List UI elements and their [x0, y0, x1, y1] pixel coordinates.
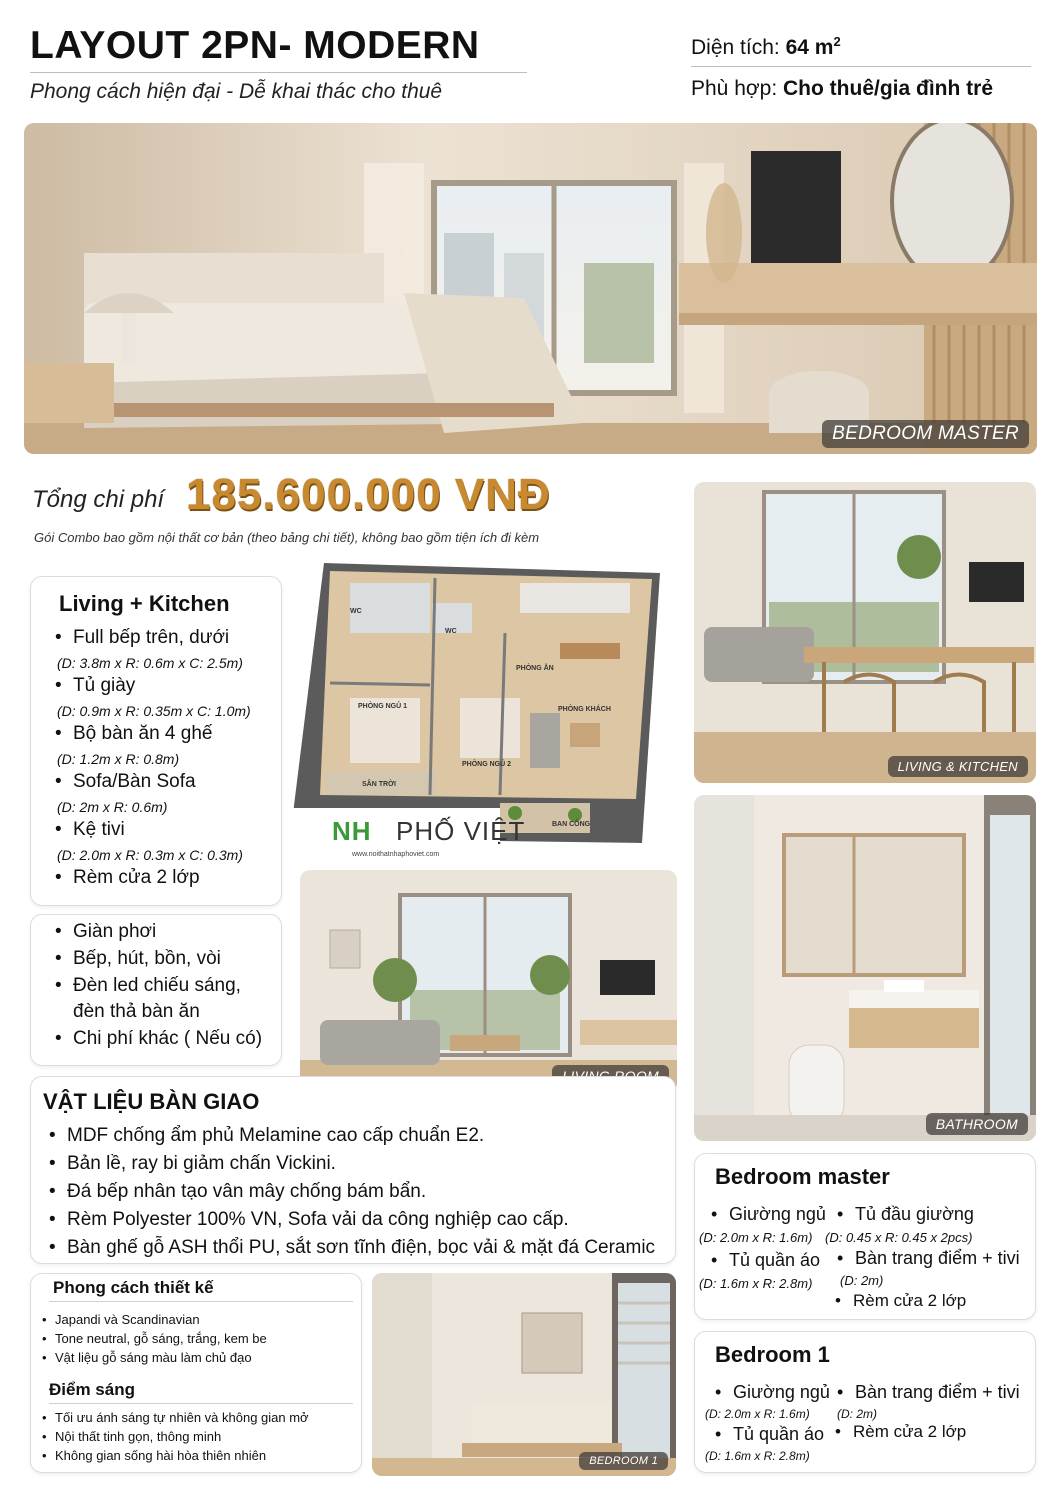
room-label: BAN CÔNG [552, 821, 591, 828]
materials-card [30, 1076, 676, 1264]
living-room-photo [300, 870, 677, 1093]
list-item: • Tối ưu ánh sáng tự nhiên và không gian mở [55, 1410, 309, 1425]
card-title: Living + Kitchen [59, 591, 230, 616]
area-value: 64 m [785, 36, 834, 59]
item-dimension: (D: 0.45 x R: 0.45 x 2pcs) [825, 1230, 973, 1245]
area-unit-sup: 2 [833, 34, 841, 49]
list-item: • Tủ quần áo [729, 1250, 820, 1271]
list-item: • Rèm cửa 2 lớp [73, 867, 200, 889]
fit-label: Phù hợp: [691, 77, 778, 100]
style-title: Phong cách thiết kế [53, 1278, 214, 1297]
list-item: • Bàn trang điểm + tivi [855, 1382, 1020, 1403]
list-item: • Tủ quần áo [733, 1424, 824, 1445]
room-label: WC [445, 628, 457, 635]
list-item: • Kệ tivi [73, 819, 125, 841]
page-title: LAYOUT 2PN- MODERN [30, 24, 480, 67]
room-label: WC [350, 608, 362, 615]
cost-label: Tổng chi phí [32, 486, 165, 513]
list-item: • Giàn phơi [73, 921, 156, 943]
fit-spec [691, 77, 993, 101]
design-style-card [30, 1273, 362, 1473]
area-spec [691, 34, 841, 60]
spec-divider [691, 66, 1031, 67]
room-label: PHÒNG NGỦ 1 [358, 703, 408, 710]
photo-caption: BATHROOM [926, 1113, 1028, 1135]
page-subtitle: Phong cách hiện đại - Dễ khai thác cho thuê [30, 80, 443, 103]
list-item: • Sofa/Bàn Sofa [73, 771, 196, 793]
bedroom-master-photo [24, 123, 1037, 454]
list-item: • Bộ bàn ăn 4 ghế [73, 723, 212, 745]
list-item: • Japandi và Scandinavian [55, 1312, 200, 1327]
highlight-title: Điểm sáng [49, 1380, 135, 1399]
item-dimension: (D: 2.0m x R: 0.3m x C: 0.3m) [57, 847, 243, 863]
list-item: • Tone neutral, gỗ sáng, trắng, kem be [55, 1331, 267, 1346]
fit-value: Cho thuê/gia đình trẻ [783, 77, 994, 100]
room-label: PHÒNG NGỦ 2 [462, 761, 512, 768]
brand-logo-right: PHỐ VIỆT [396, 816, 526, 846]
list-item: • Tủ giày [73, 675, 135, 697]
list-item: • Bàn ghế gỗ ASH thổi PU, sắt sơn tĩnh điện, bọc vải & mặt đá Ceramic [67, 1237, 655, 1259]
photo-caption: BEDROOM 1 [579, 1452, 668, 1470]
room-label: SÂN TRỜI [362, 781, 396, 788]
bedroom1-card [694, 1331, 1036, 1473]
list-item: • Bếp, hút, bồn, vòi [73, 948, 221, 970]
cost-value: 185.600.000 VNĐ [186, 470, 551, 519]
list-item: • Chi phí khác ( Nếu có) [73, 1028, 262, 1050]
highlight-divider [49, 1403, 353, 1404]
brand-logo-left: NH [332, 816, 372, 846]
item-dimension: (D: 1.6m x R: 2.8m) [705, 1449, 810, 1463]
bathroom-photo [694, 795, 1036, 1141]
card-title: VẬT LIỆU BÀN GIAO [43, 1089, 260, 1114]
list-item: • Giường ngủ [729, 1204, 826, 1225]
list-item: • Rèm cửa 2 lớp [853, 1291, 966, 1311]
bedroom-master-card [694, 1153, 1036, 1320]
item-dimension: (D: 2.0m x R: 1.6m) [705, 1407, 810, 1421]
card-title: Bedroom 1 [715, 1342, 830, 1367]
list-item: • Rèm Polyester 100% VN, Sofa vải da công nghiệp cao cấp. [67, 1209, 569, 1231]
item-dimension: (D: 0.9m x R: 0.35m x C: 1.0m) [57, 703, 251, 719]
living-kitchen-card [30, 576, 282, 906]
title-divider [30, 72, 527, 73]
list-item: • MDF chống ẩm phủ Melamine cao cấp chuẩn E2. [67, 1125, 484, 1147]
room-label: PHÒNG KHÁCH [558, 706, 611, 713]
floor-plan [290, 563, 668, 863]
area-label: Diện tích: [691, 36, 780, 59]
list-item: • Vật liệu gỗ sáng màu làm chủ đạo [55, 1350, 252, 1365]
list-item: • Đèn led chiếu sáng, [73, 975, 241, 997]
list-item-continuation: đèn thả bàn ăn [73, 1001, 200, 1022]
list-item: • Nội thất tinh gọn, thông minh [55, 1429, 221, 1444]
list-item: • Bản lề, ray bi giảm chấn Vickini. [67, 1153, 336, 1175]
photo-caption: LIVING & KITCHEN [888, 756, 1028, 777]
photo-caption: BEDROOM MASTER [822, 420, 1029, 448]
card-title: Bedroom master [715, 1164, 890, 1189]
list-item: • Giường ngủ [733, 1382, 830, 1403]
brand-website: www.noithatnhaphoviet.com [352, 851, 440, 858]
item-dimension: (D: 2m) [840, 1273, 884, 1288]
list-item: • Đá bếp nhân tạo vân mây chống bám bẩn. [67, 1181, 426, 1203]
list-item: • Tủ đầu giường [855, 1204, 974, 1225]
list-item: • Rèm cửa 2 lớp [853, 1422, 966, 1442]
list-item: • Không gian sống hài hòa thiên nhiên [55, 1448, 266, 1463]
bedroom1-photo [372, 1273, 676, 1476]
extras-card [30, 914, 282, 1066]
item-dimension: (D: 3.8m x R: 0.6m x C: 2.5m) [57, 655, 243, 671]
room-label: PHÒNG ĂN [516, 665, 554, 672]
item-dimension: (D: 1.2m x R: 0.8m) [57, 751, 180, 767]
item-dimension: (D: 2m x R: 0.6m) [57, 799, 168, 815]
list-item: • Bàn trang điểm + tivi [855, 1248, 1020, 1269]
cost-note: Gói Combo bao gồm nội thất cơ bản (theo bảng chi tiết), không bao gồm tiện ích đi kèm [34, 530, 540, 545]
style-divider [49, 1301, 353, 1302]
item-dimension: (D: 2m) [837, 1407, 877, 1421]
living-kitchen-photo [694, 482, 1036, 783]
list-item: • Full bếp trên, dưới [73, 627, 229, 649]
item-dimension: (D: 2.0m x R: 1.6m) [699, 1230, 813, 1245]
item-dimension: (D: 1.6m x R: 2.8m) [699, 1276, 813, 1291]
